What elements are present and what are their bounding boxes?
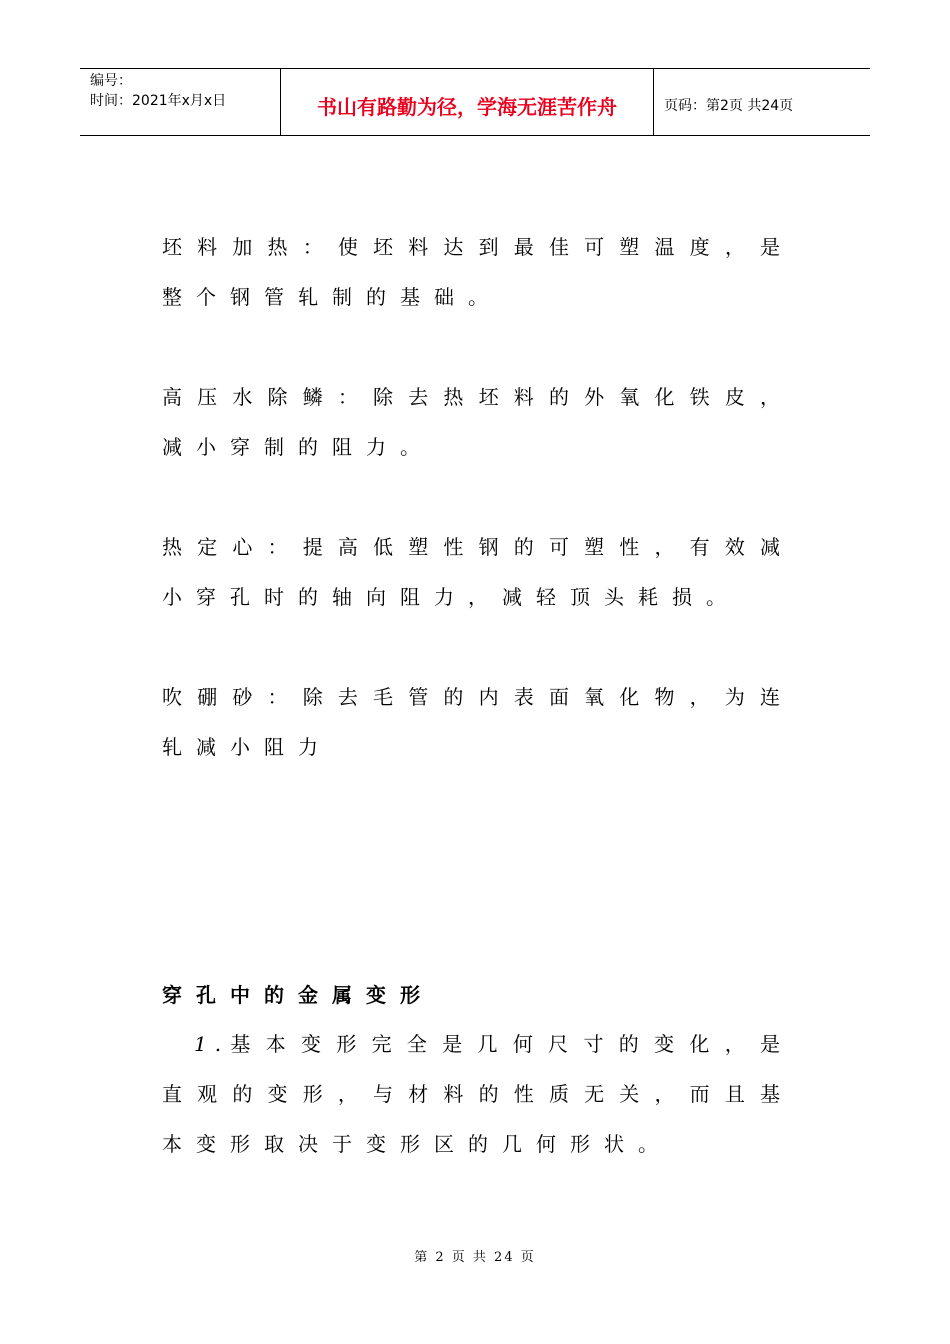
page-footer: 第 2 页 共 24 页 [414, 1250, 536, 1265]
paragraph-hot-centering: 热定心：提高低塑性钢的可塑性，有效减小穿孔时的轴向阻力，减轻顶头耗损。 [162, 535, 794, 609]
item-text: 基本变形完全是几何尺寸的变化，是直观的变形，与材料的性质无关，而且基本变形取决于变形区的几何形状。 [162, 1032, 794, 1156]
paragraph-borax-blowing: 吹硼砂：除去毛管的内表面氧化物，为连轧减小阻力 [162, 685, 794, 759]
doc-number-label: 编号： [90, 73, 132, 89]
time-label: 时间：2021年x月x日 [90, 93, 227, 109]
section-title: 穿孔中的金属变形 [162, 983, 434, 1007]
paragraph-billet-heating: 坯料加热：使坯料达到最佳可塑温度，是整个钢管轧制的基础。 [162, 235, 794, 309]
item-number: 1. [194, 1032, 230, 1056]
paragraph-descaling: 高压水除鳞：除去热坯料的外氧化铁皮，减小穿制的阻力。 [162, 385, 794, 459]
header-meta [80, 69, 281, 135]
page-header [80, 68, 870, 136]
header-page-code: 页码：第2页 共24页 [664, 98, 794, 114]
body-content [162, 222, 794, 772]
header-motto: 书山有路勤为径，学海无涯苦作舟 [281, 69, 654, 135]
numbered-item [162, 1019, 794, 1169]
